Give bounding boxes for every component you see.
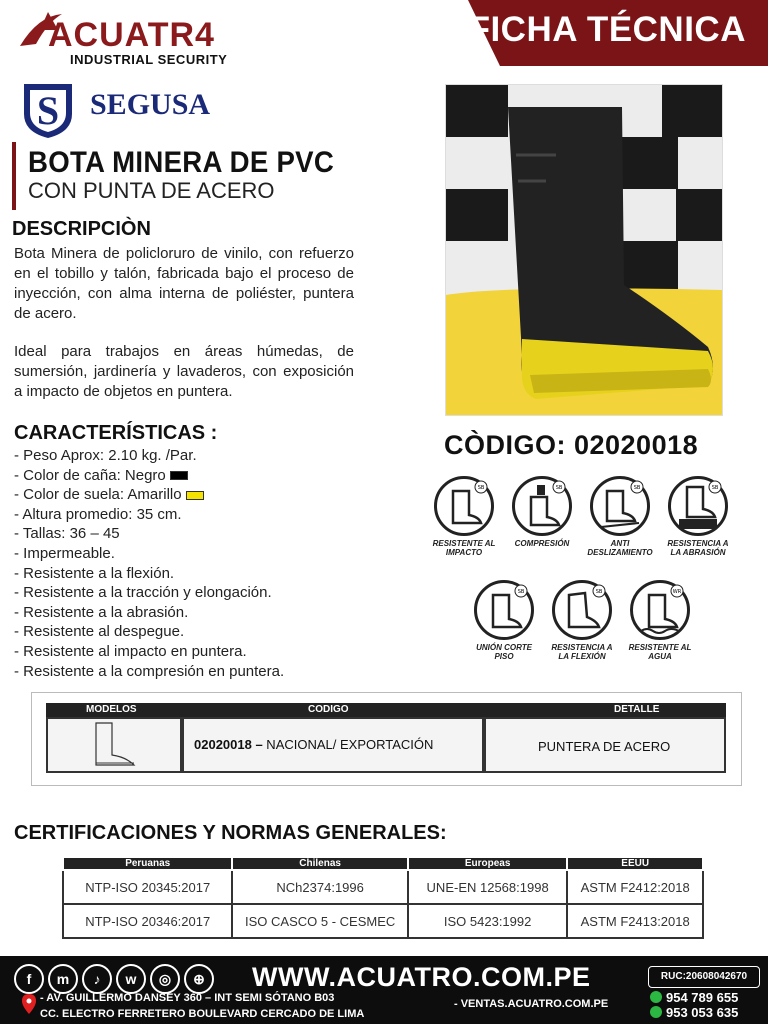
boot-impact-icon: [434, 476, 494, 536]
location-pin-icon: [22, 994, 36, 1014]
svg-text:WR: WR: [672, 589, 682, 595]
models-table-row: [46, 717, 726, 773]
svg-text:SB: SB: [711, 485, 719, 491]
icon-flexion: [546, 580, 618, 661]
certifications-heading: CERTIFICACIONES Y NORMAS GENERALES:: [14, 822, 447, 844]
phone-2[interactable]: 953 053 635: [666, 1005, 739, 1020]
sales-link[interactable]: - VENTAS.ACUATRO.COM.PE: [454, 998, 609, 1010]
ribbon-title: FICHA TÉCNICA: [468, 10, 746, 49]
cert-cell: NCh2374:1996: [232, 870, 407, 904]
cert-header-row: [63, 857, 703, 870]
feature-item: - Resistente a la tracción y elongación.: [14, 583, 354, 603]
boot-outline-icon: [48, 719, 180, 771]
compression-icon: [512, 476, 572, 536]
icon-sole-joint: [468, 580, 540, 661]
address-line-2: CC. ELECTRO FERRETERO BOULEVARD CERCADO DE LIMA: [40, 1008, 365, 1020]
icon-label: UNIÓN CORTE PISO: [476, 643, 532, 661]
black-swatch: [170, 471, 188, 480]
certifications-table: [62, 856, 704, 939]
features-heading: CARACTERÍSTICAS :: [14, 422, 218, 444]
ruc-badge: RUC:20608042670: [648, 966, 760, 988]
header-codigo: CODIGO: [308, 704, 349, 715]
website-link[interactable]: WWW.ACUATRO.COM.PE: [252, 962, 591, 992]
feature-item: - Altura promedio: 35 cm.: [14, 505, 354, 525]
svg-text:S: S: [36, 88, 60, 133]
feature-item: - Resistente al impacto en puntera.: [14, 642, 354, 662]
svg-text:SB: SB: [477, 485, 485, 491]
yellow-swatch: [186, 491, 204, 500]
feature-item: - Impermeable.: [14, 544, 354, 564]
icon-water: [624, 580, 696, 661]
web-icon[interactable]: ⊕: [184, 964, 214, 994]
cert-cell: ASTM F2413:2018: [567, 904, 703, 938]
water-resistant-icon: [630, 580, 690, 640]
svg-text:SB: SB: [555, 485, 563, 491]
cert-cell: NTP-ISO 20346:2017: [63, 904, 232, 938]
feature-item: - Peso Aprox: 2.10 kg. /Par.: [14, 446, 354, 466]
feature-item: - Resistente a la abrasión.: [14, 603, 354, 623]
address-line-1: - AV. GUILLERMO DANSEY 360 – INT SEMI SÓTANO B03: [40, 992, 335, 1004]
abrasion-icon: [668, 476, 728, 536]
product-title: BOTA MINERA DE PVC: [28, 146, 335, 179]
cert-header: Chilenas: [232, 857, 407, 870]
cert-header: Peruanas: [63, 857, 232, 870]
feature-item: - Color de caña: Negro: [14, 466, 354, 486]
cert-cell: NTP-ISO 20345:2017: [63, 870, 232, 904]
cert-row: [63, 870, 703, 904]
cert-cell: UNE-EN 12568:1998: [408, 870, 567, 904]
svg-text:SB: SB: [517, 589, 525, 595]
description-paragraph-2: Ideal para trabajos en áreas húmedas, de sumersión, jardinería y lavaderos, con exposición a impacto de objetos en puntera.: [14, 343, 354, 400]
cert-row: [63, 904, 703, 938]
model-detail-cell: PUNTERA DE ACERO: [484, 717, 726, 773]
icon-label: RESISTENCIA A LA ABRASIÓN: [667, 539, 729, 557]
cert-cell: ISO CASCO 5 - CESMEC: [232, 904, 407, 938]
product-code: CÒDIGO: 02020018: [444, 430, 699, 460]
icon-antislip: [584, 476, 656, 557]
product-subtitle: CON PUNTA DE ACERO: [28, 178, 275, 203]
icon-label: RESISTENTE AL IMPACTO: [432, 539, 496, 557]
feature-item: - Color de suela: Amarillo: [14, 485, 354, 505]
segusa-shield-icon: [20, 80, 76, 140]
product-photo: [445, 84, 723, 416]
icon-label: RESISTENTE AL AGUA: [628, 643, 692, 661]
feature-item: - Resistente a la compresión en puntera.: [14, 662, 354, 682]
segusa-name: SEGUSA: [90, 88, 211, 121]
acuatro-logo: [18, 8, 288, 70]
icon-label: COMPRESIÓN: [514, 539, 570, 548]
cert-cell: ASTM F2412:2018: [567, 870, 703, 904]
brand-name: ACUATR4: [48, 16, 215, 54]
feature-item: - Resistente a la flexión.: [14, 564, 354, 584]
icon-compression: [506, 476, 578, 548]
anti-slip-icon: [590, 476, 650, 536]
models-table-header: [46, 703, 726, 717]
svg-text:SB: SB: [633, 485, 641, 491]
header-detalle: DETALLE: [614, 704, 660, 715]
model-code: 02020018 –: [194, 737, 263, 752]
sole-joint-icon: [474, 580, 534, 640]
flexion-icon: [552, 580, 612, 640]
icon-abrasion: [662, 476, 734, 557]
model-image-cell: [46, 717, 182, 773]
facebook-icon[interactable]: f: [14, 964, 44, 994]
whatsapp-icon[interactable]: w: [116, 964, 146, 994]
features-list: [14, 446, 354, 681]
icon-impact: [428, 476, 500, 557]
svg-text:SB: SB: [595, 589, 603, 595]
model-code-desc: NACIONAL/ EXPORTACIÓN: [262, 737, 434, 752]
models-table: [31, 692, 742, 786]
social-links: [14, 964, 218, 994]
segusa-logo: [20, 80, 250, 142]
description-heading: DESCRIPCIÒN: [12, 218, 151, 240]
header-modelos: MODELOS: [86, 704, 137, 715]
brand-subtitle: INDUSTRIAL SECURITY: [70, 52, 228, 67]
icon-label: RESISTENCIA A LA FLEXIÓN: [551, 643, 613, 661]
title-accent-bar: [12, 142, 16, 210]
whatsapp-icon: [650, 991, 662, 1003]
whatsapp-icon: [650, 1006, 662, 1018]
messenger-icon[interactable]: m: [48, 964, 78, 994]
model-code-cell: [182, 717, 484, 773]
cert-header: EEUU: [567, 857, 703, 870]
property-icons: [428, 476, 738, 676]
icon-label: ANTI DESLIZAMIENTO: [587, 539, 653, 557]
feature-item: - Resistente al despegue.: [14, 622, 354, 642]
feature-item: - Tallas: 36 – 45: [14, 524, 354, 544]
instagram-icon[interactable]: ◎: [150, 964, 180, 994]
phone-1[interactable]: 954 789 655: [666, 990, 739, 1005]
description-paragraph-1: Bota Minera de policloruro de vinilo, con refuerzo en el tobillo y talón, fabricada bajo el proceso de inyección, con alma interna de poliéster, puntera de acero.: [14, 245, 354, 322]
tiktok-icon[interactable]: ♪: [82, 964, 112, 994]
cert-header: Europeas: [408, 857, 567, 870]
cert-cell: ISO 5423:1992: [408, 904, 567, 938]
boot-photo-illustration: [446, 85, 723, 416]
